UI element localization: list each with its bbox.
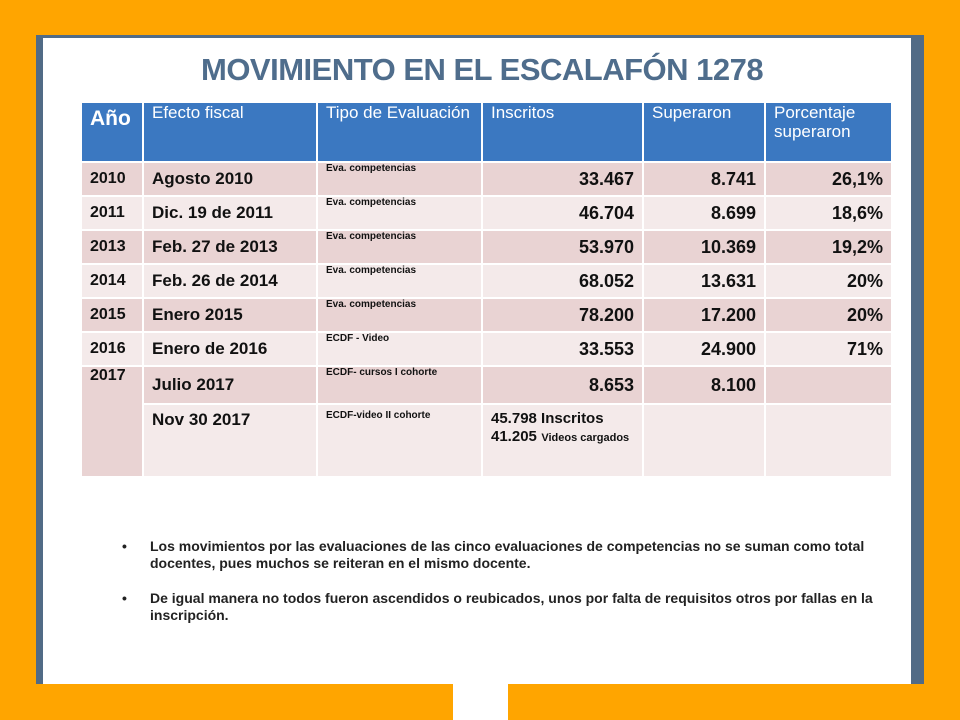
cell-tipo: Eva. competencias bbox=[317, 162, 482, 196]
cell-year: 2014 bbox=[81, 264, 143, 298]
escalafon-table bbox=[80, 101, 893, 478]
cell-fiscal: Enero de 2016 bbox=[143, 332, 317, 366]
bullet-icon: • bbox=[122, 538, 127, 554]
cell-year: 2015 bbox=[81, 298, 143, 332]
cell-inscritos bbox=[482, 404, 643, 477]
cell-fiscal: Enero 2015 bbox=[143, 298, 317, 332]
cell-inscritos: 33.467 bbox=[482, 162, 643, 196]
cell-porcentaje: 19,2% bbox=[765, 230, 892, 264]
table-header-row bbox=[81, 102, 892, 162]
cell-fiscal: Julio 2017 bbox=[143, 366, 317, 404]
table-row bbox=[81, 366, 892, 404]
header-inscritos: Inscritos bbox=[482, 102, 643, 162]
header-superaron: Superaron bbox=[643, 102, 765, 162]
notes-list bbox=[120, 538, 880, 642]
cell-inscritos: 78.200 bbox=[482, 298, 643, 332]
cell-porcentaje: 20% bbox=[765, 264, 892, 298]
cell-year: 2010 bbox=[81, 162, 143, 196]
cell-fiscal: Nov 30 2017 bbox=[143, 404, 317, 477]
note-item bbox=[120, 590, 880, 624]
cell-superaron: 8.741 bbox=[643, 162, 765, 196]
cell-year: 2013 bbox=[81, 230, 143, 264]
table-row bbox=[81, 332, 892, 366]
note-text: De igual manera no todos fueron ascendidos o reubicados, unos por falta de requisitos otros por fallas en la inscripción. bbox=[150, 590, 873, 623]
cell-porcentaje bbox=[765, 404, 892, 477]
cell-inscritos: 68.052 bbox=[482, 264, 643, 298]
cell-fiscal: Agosto 2010 bbox=[143, 162, 317, 196]
cell-tipo: ECDF- cursos I cohorte bbox=[317, 366, 482, 404]
table-row bbox=[81, 298, 892, 332]
inscritos-line1: 45.798 Inscritos bbox=[491, 410, 604, 427]
bullet-icon: • bbox=[122, 590, 127, 606]
cell-tipo: ECDF-video II cohorte bbox=[317, 404, 482, 477]
header-porcentaje: Porcentaje superaron bbox=[765, 102, 892, 162]
cell-superaron: 8.699 bbox=[643, 196, 765, 230]
cell-tipo: Eva. competencias bbox=[317, 196, 482, 230]
cell-tipo: Eva. competencias bbox=[317, 264, 482, 298]
table-row bbox=[81, 264, 892, 298]
cell-tipo: ECDF - Video bbox=[317, 332, 482, 366]
table-row bbox=[81, 162, 892, 196]
cell-fiscal: Feb. 26 de 2014 bbox=[143, 264, 317, 298]
cell-tipo: Eva. competencias bbox=[317, 230, 482, 264]
cell-porcentaje: 20% bbox=[765, 298, 892, 332]
cell-tipo: Eva. competencias bbox=[317, 298, 482, 332]
table-row bbox=[81, 196, 892, 230]
inscritos-line2-text: Videos cargados bbox=[541, 432, 630, 444]
inscritos-line2-num: 41.205 bbox=[491, 428, 537, 445]
cell-year: 2016 bbox=[81, 332, 143, 366]
cell-fiscal: Dic. 19 de 2011 bbox=[143, 196, 317, 230]
cell-year: 2017 bbox=[81, 366, 143, 477]
cell-year: 2011 bbox=[81, 196, 143, 230]
cell-superaron: 24.900 bbox=[643, 332, 765, 366]
table-row bbox=[81, 230, 892, 264]
cell-inscritos: 8.653 bbox=[482, 366, 643, 404]
cell-superaron: 8.100 bbox=[643, 366, 765, 404]
note-item bbox=[120, 538, 880, 572]
header-fiscal: Efecto fiscal bbox=[143, 102, 317, 162]
cell-fiscal: Feb. 27 de 2013 bbox=[143, 230, 317, 264]
cell-inscritos: 53.970 bbox=[482, 230, 643, 264]
slide-title: MOVIMIENTO EN EL ESCALAFÓN 1278 bbox=[201, 52, 764, 87]
table-row bbox=[81, 404, 892, 477]
cell-porcentaje: 71% bbox=[765, 332, 892, 366]
note-text: Los movimientos por las evaluaciones de las cinco evaluaciones de competencias no se suman como total docentes, pues muchos se reiteran en el mismo docente. bbox=[150, 538, 865, 571]
bottom-gap bbox=[453, 684, 508, 720]
cell-superaron: 13.631 bbox=[643, 264, 765, 298]
header-year: Año bbox=[81, 102, 143, 162]
header-tipo: Tipo de Evaluación bbox=[317, 102, 482, 162]
cell-superaron bbox=[643, 404, 765, 477]
cell-superaron: 10.369 bbox=[643, 230, 765, 264]
cell-porcentaje: 18,6% bbox=[765, 196, 892, 230]
cell-inscritos: 46.704 bbox=[482, 196, 643, 230]
cell-inscritos: 33.553 bbox=[482, 332, 643, 366]
cell-porcentaje bbox=[765, 366, 892, 404]
cell-superaron: 17.200 bbox=[643, 298, 765, 332]
cell-porcentaje: 26,1% bbox=[765, 162, 892, 196]
